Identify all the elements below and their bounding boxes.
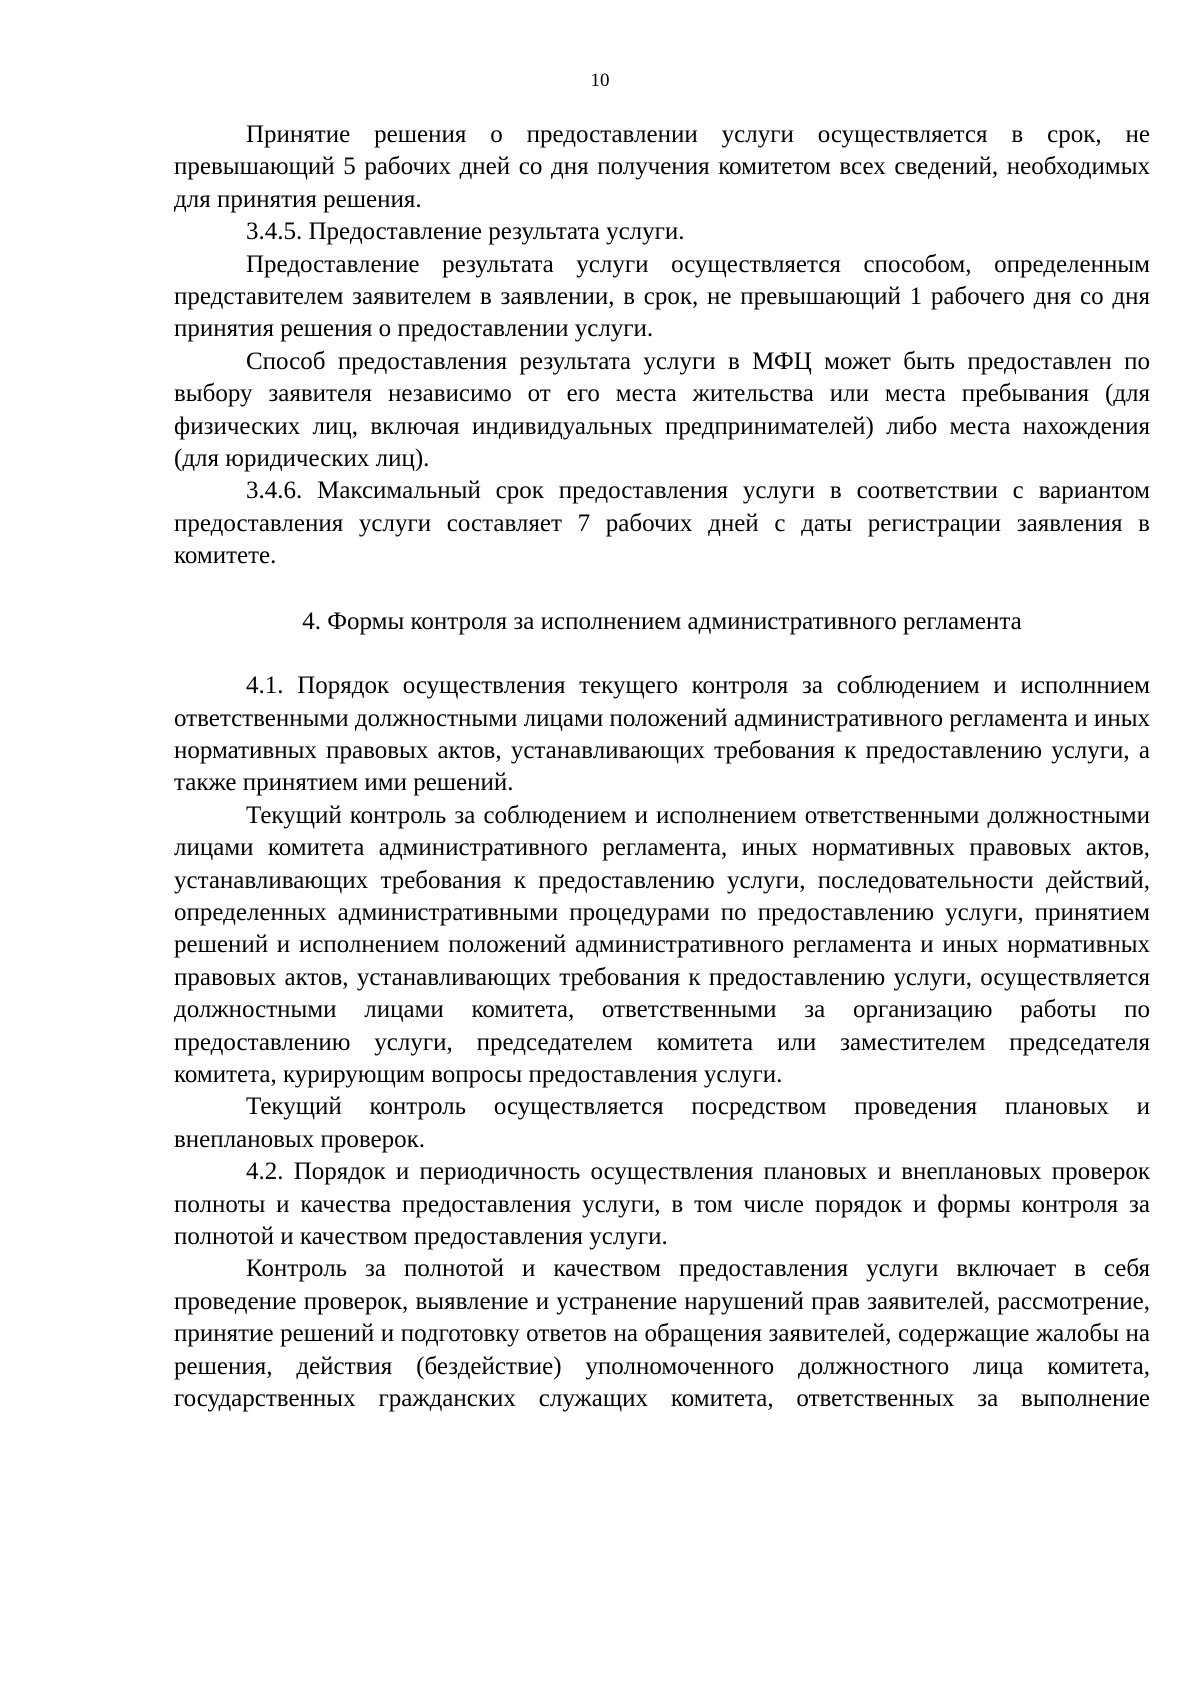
paragraph: Текущий контроль за соблюдением и исполнением ответственными должностными лицами комитета административного регламента, иных нормативных правовых актов, устанавливающих требования к предоставлению услуги, последовательности действий, определенных административными процедурами по предоставлению услуги, принятием решений и исполнением положений административного регламента и иных нормативных правовых актов, устанавливающих требования к предоставлению услуги, осуществляется должностными лицами комитета, ответственными за организацию работы по предоставлению услуги, председателем комитета или заместителем председателя комитета, курирующим вопросы предоставления услуги. bbox=[174, 801, 1150, 1088]
paragraph: Текущий контроль осуществляется посредством проведения плановых и внеплановых проверок. bbox=[174, 1093, 1150, 1153]
paragraph: 3.4.6. Максимальный срок предоставления услуги в соответствии с вариантом предоставления услуги составляет 7 рабочих дней с даты регистрации заявления в комитете. bbox=[174, 477, 1150, 570]
section-heading: 4. Формы контроля за исполнением административного регламента bbox=[302, 607, 1022, 635]
paragraph: 4.2. Порядок и периодичность осуществления плановых и внеплановых проверок полноты и качества предоставления услуги, в том числе порядок и формы контроля за полнотой и качеством предоставления услуги. bbox=[174, 1158, 1150, 1250]
paragraph: Предоставление результата услуги осуществляется способом, определенным представителем заявителем в заявлении, в срок, не превышающий 1 рабочего дня со дня принятия решения о предоставлении услуги. bbox=[174, 250, 1150, 343]
paragraph: 4.1. Порядок осуществления текущего контроля за соблюдением и исполннием ответственными должностными лицами положений административного регламента и иных нормативных правовых актов, устанавливающих требования к предоставлению услуги, а также принятием ими решений. bbox=[174, 672, 1150, 797]
page-number: 10 bbox=[590, 70, 610, 91]
document-body bbox=[174, 119, 1150, 1415]
paragraph: Способ предоставления результата услуги в МФЦ может быть предоставлен по выбору заявителя независимо от его места жительства или места пребывания (для физических лиц, включая индивидуальных предпринимателей) либо места нахождения (для юридических лиц). bbox=[174, 347, 1150, 473]
paragraph: 3.4.5. Предоставление результата услуги. bbox=[246, 218, 685, 246]
paragraph: Контроль за полнотой и качеством предоставления услуги включает в себя проведение проверок, выявление и устранение нарушений прав заявителей, рассмотрение, принятие решений и подготовку ответов на обращения заявителей, содержащие жалобы на решения, действия (бездействие) уполномоченного должностного лица комитета, государственных гражданских служащих комитета, ответственных за выполнение bbox=[174, 1255, 1150, 1413]
paragraph: Принятие решения о предоставлении услуги осуществляется в срок, не превышающий 5 рабочих дней со дня получения комитетом всех сведений, необходимых для принятия решения. bbox=[174, 121, 1150, 213]
